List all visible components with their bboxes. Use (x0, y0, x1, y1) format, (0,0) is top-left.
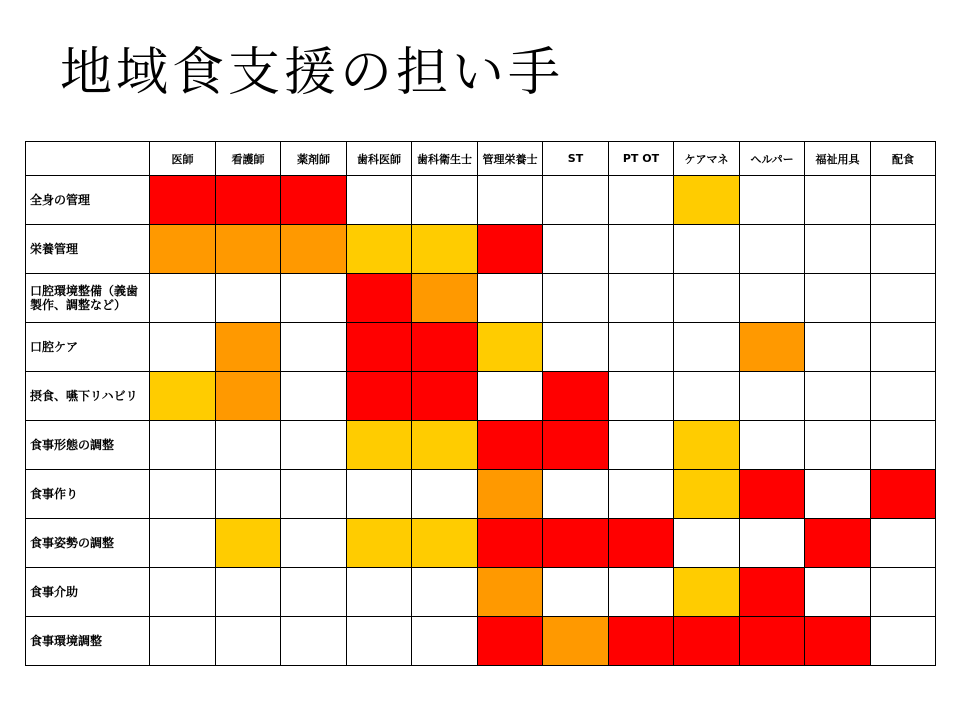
level-cell (871, 225, 936, 274)
level-cell (281, 519, 347, 568)
level-cell (609, 617, 674, 666)
level-cell (543, 470, 609, 519)
row-label: 摂食、嚥下リハビリ (26, 372, 150, 421)
level-cell (150, 470, 216, 519)
row-label: 全身の管理 (26, 176, 150, 225)
level-cell (412, 176, 478, 225)
level-cell (871, 568, 936, 617)
level-cell (281, 470, 347, 519)
level-cell (478, 323, 543, 372)
level-cell (871, 274, 936, 323)
level-cell (805, 274, 871, 323)
level-cell (150, 225, 216, 274)
level-cell (412, 372, 478, 421)
level-cell (281, 225, 347, 274)
column-header: 管理栄養士 (478, 142, 543, 176)
level-cell (740, 176, 805, 225)
level-cell (150, 617, 216, 666)
table-row (26, 225, 936, 274)
level-cell (805, 568, 871, 617)
level-cell (347, 421, 412, 470)
level-cell (543, 372, 609, 421)
table-body (26, 176, 936, 666)
level-cell (674, 176, 740, 225)
table-row (26, 568, 936, 617)
level-cell (347, 274, 412, 323)
level-cell (871, 372, 936, 421)
level-cell (543, 568, 609, 617)
level-cell (543, 274, 609, 323)
level-cell (216, 176, 281, 225)
level-cell (281, 323, 347, 372)
column-header: ST (543, 142, 609, 176)
level-cell (543, 617, 609, 666)
level-cell (740, 421, 805, 470)
level-cell (674, 421, 740, 470)
table-row (26, 421, 936, 470)
level-cell (805, 617, 871, 666)
level-cell (805, 225, 871, 274)
level-cell (216, 225, 281, 274)
level-cell (674, 519, 740, 568)
level-cell (740, 568, 805, 617)
level-cell (805, 323, 871, 372)
level-cell (871, 470, 936, 519)
column-header: PT OT (609, 142, 674, 176)
level-cell (412, 225, 478, 274)
level-cell (281, 421, 347, 470)
level-cell (412, 519, 478, 568)
column-header: 歯科医師 (347, 142, 412, 176)
level-cell (609, 519, 674, 568)
table-row (26, 617, 936, 666)
level-cell (347, 519, 412, 568)
column-header: 歯科衛生士 (412, 142, 478, 176)
level-cell (609, 176, 674, 225)
level-cell (412, 617, 478, 666)
level-cell (216, 421, 281, 470)
level-cell (478, 568, 543, 617)
level-cell (871, 617, 936, 666)
table-row (26, 274, 936, 323)
level-cell (216, 470, 281, 519)
level-cell (609, 323, 674, 372)
column-header: ヘルパー (740, 142, 805, 176)
level-cell (150, 372, 216, 421)
level-cell (740, 617, 805, 666)
level-cell (609, 274, 674, 323)
column-header: 配食 (871, 142, 936, 176)
level-cell (740, 519, 805, 568)
level-cell (740, 470, 805, 519)
table-row (26, 519, 936, 568)
level-cell (478, 421, 543, 470)
level-cell (740, 225, 805, 274)
level-cell (478, 617, 543, 666)
level-cell (347, 617, 412, 666)
level-cell (871, 176, 936, 225)
level-cell (740, 323, 805, 372)
level-cell (281, 274, 347, 323)
column-header: 医師 (150, 142, 216, 176)
level-cell (412, 421, 478, 470)
level-cell (543, 323, 609, 372)
level-cell (674, 617, 740, 666)
level-cell (805, 372, 871, 421)
level-cell (216, 568, 281, 617)
responsibility-table (25, 141, 936, 666)
level-cell (543, 519, 609, 568)
level-cell (150, 274, 216, 323)
level-cell (478, 176, 543, 225)
level-cell (609, 568, 674, 617)
column-header: 福祉用具 (805, 142, 871, 176)
level-cell (216, 274, 281, 323)
page-title: 地域食支援の担い手 (60, 43, 565, 103)
level-cell (150, 568, 216, 617)
level-cell (412, 470, 478, 519)
table-row (26, 176, 936, 225)
level-cell (805, 470, 871, 519)
level-cell (150, 323, 216, 372)
level-cell (216, 323, 281, 372)
level-cell (740, 274, 805, 323)
row-label: 栄養管理 (26, 225, 150, 274)
level-cell (150, 519, 216, 568)
level-cell (609, 421, 674, 470)
level-cell (871, 421, 936, 470)
level-cell (216, 519, 281, 568)
level-cell (478, 225, 543, 274)
level-cell (674, 323, 740, 372)
level-cell (805, 176, 871, 225)
level-cell (347, 176, 412, 225)
level-cell (871, 519, 936, 568)
level-cell (674, 470, 740, 519)
level-cell (150, 176, 216, 225)
row-label: 口腔ケア (26, 323, 150, 372)
level-cell (347, 372, 412, 421)
column-header: 薬剤師 (281, 142, 347, 176)
level-cell (478, 519, 543, 568)
level-cell (281, 568, 347, 617)
level-cell (478, 274, 543, 323)
level-cell (674, 568, 740, 617)
corner-cell (26, 142, 150, 176)
level-cell (674, 274, 740, 323)
row-label: 食事姿勢の調整 (26, 519, 150, 568)
level-cell (412, 323, 478, 372)
level-cell (281, 176, 347, 225)
level-cell (543, 421, 609, 470)
row-label: 食事形態の調整 (26, 421, 150, 470)
level-cell (543, 176, 609, 225)
row-label: 食事介助 (26, 568, 150, 617)
table-row (26, 470, 936, 519)
level-cell (478, 470, 543, 519)
level-cell (740, 372, 805, 421)
level-cell (412, 274, 478, 323)
table-row (26, 372, 936, 421)
level-cell (805, 421, 871, 470)
level-cell (478, 372, 543, 421)
level-cell (609, 372, 674, 421)
level-cell (674, 225, 740, 274)
level-cell (347, 470, 412, 519)
level-cell (871, 323, 936, 372)
level-cell (347, 568, 412, 617)
level-cell (150, 421, 216, 470)
level-cell (805, 519, 871, 568)
level-cell (674, 372, 740, 421)
level-cell (216, 372, 281, 421)
level-cell (543, 225, 609, 274)
column-header: ケアマネ (674, 142, 740, 176)
level-cell (412, 568, 478, 617)
level-cell (347, 323, 412, 372)
level-cell (347, 225, 412, 274)
column-header: 看護師 (216, 142, 281, 176)
level-cell (609, 225, 674, 274)
level-cell (216, 617, 281, 666)
row-label: 口腔環境整備（義歯製作、調整など） (26, 274, 150, 323)
table-row (26, 323, 936, 372)
level-cell (609, 470, 674, 519)
table-header-row (26, 142, 936, 176)
row-label: 食事作り (26, 470, 150, 519)
level-cell (281, 617, 347, 666)
level-cell (281, 372, 347, 421)
row-label: 食事環境調整 (26, 617, 150, 666)
